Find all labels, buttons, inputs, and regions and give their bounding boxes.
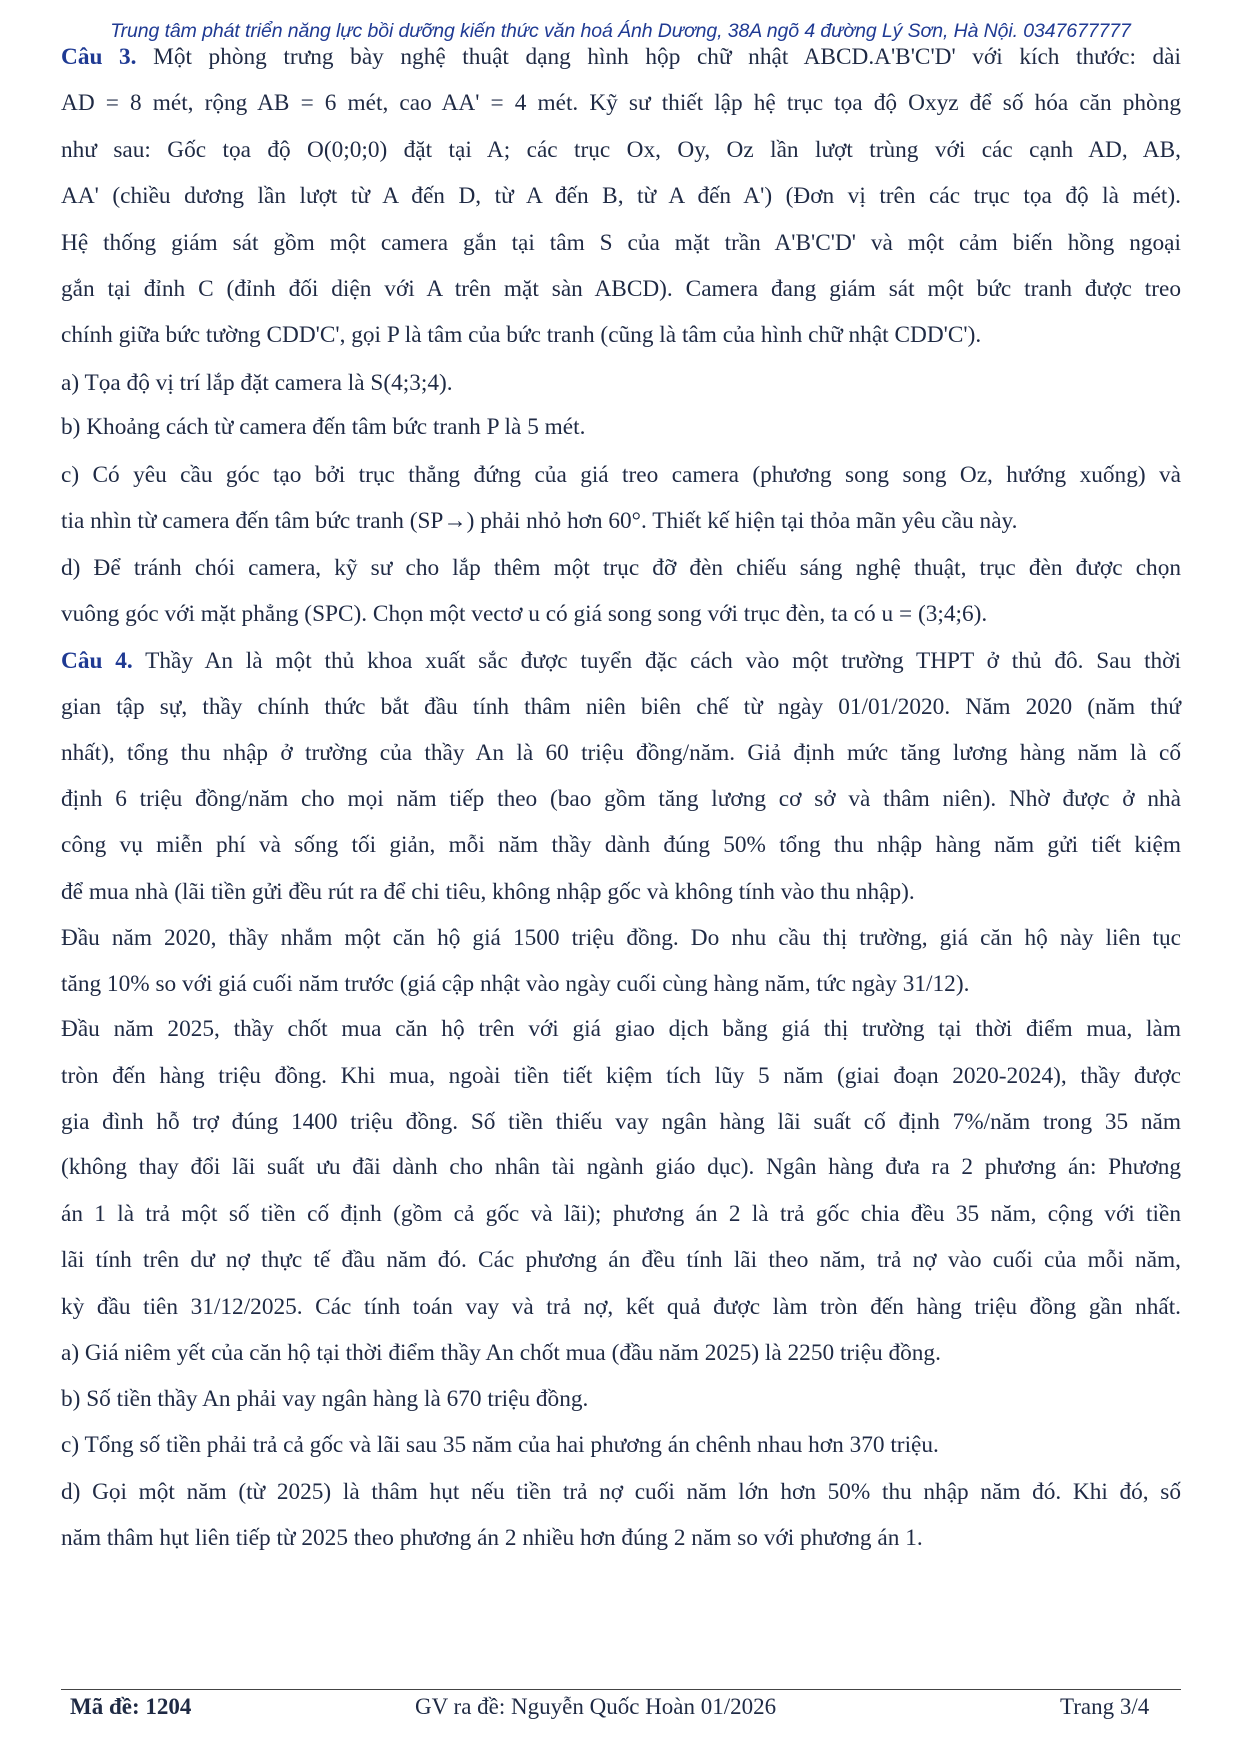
line-text: a) Giá niêm yết của căn hộ tại thời điểm thầy An chốt mua (đầu năm 2025) là 2250 triệu đồng. — [61, 1340, 941, 1366]
line-text: năm thâm hụt liên tiếp từ 2025 theo phương án 2 nhiều hơn đúng 2 năm so với phương án 1. — [61, 1525, 923, 1551]
line-text: Đầu năm 2020, thầy nhắm một căn hộ giá 1500 triệu đồng. Do nhu cầu thị trường, giá căn hộ này liên tục — [61, 925, 1181, 951]
text-line — [61, 1340, 1181, 1367]
line-text: Hệ thống giám sát gồm một camera gắn tại tâm S của mặt trần A'B'C'D' và một cảm biến hồng ngoại — [61, 230, 1181, 256]
line-text: nhất), tổng thu nhập ở trường của thầy An là 60 triệu đồng/năm. Giả định mức tăng lương hàng năm là cố — [61, 740, 1181, 766]
line-text: kỳ đầu tiên 31/12/2025. Các tính toán vay và trả nợ, kết quả được làm tròn đến hàng triệu đồng gần nhất. — [61, 1294, 1181, 1320]
text-line — [61, 137, 1181, 164]
line-text: gắn tại đỉnh C (đỉnh đối diện với A trên mặt sàn ABCD). Camera đang giám sát một bức tranh được treo — [61, 276, 1181, 302]
text-line — [61, 832, 1181, 859]
page-number: Trang 3/4 — [1060, 1694, 1150, 1719]
line-text: Một phòng trưng bày nghệ thuật dạng hình hộp chữ nhật ABCD.A'B'C'D' với kích thước: dài — [136, 44, 1181, 70]
text-line — [61, 1063, 1181, 1090]
text-line — [61, 462, 1181, 489]
line-text: vuông góc với mặt phẳng (SPC). Chọn một vectơ u có giá song song với trục đèn, ta có u = (3;4;6). — [61, 601, 988, 627]
line-text: Đầu năm 2025, thầy chốt mua căn hộ trên với giá giao dịch bằng giá thị trường tại thời điểm mua, làm — [61, 1016, 1181, 1042]
text-line — [61, 90, 1181, 117]
text-line — [61, 694, 1181, 721]
line-text: án 1 là trả một số tiền cố định (gồm cả gốc và lãi); phương án 2 là trả gốc chia đều 35 năm, cộng với tiền — [61, 1201, 1181, 1227]
text-line — [61, 508, 1181, 535]
text-line — [61, 1386, 1181, 1413]
text-line — [61, 1432, 1181, 1459]
text-line — [61, 925, 1181, 952]
line-text: (không thay đổi lãi suất ưu đãi dành cho nhân tài ngành giáo dục). Ngân hàng đưa ra 2 phương án: Phương — [61, 1154, 1181, 1180]
text-line — [61, 44, 1181, 71]
text-line — [61, 555, 1181, 582]
text-line — [61, 1109, 1181, 1136]
exam-code: Mã đề: 1204 — [70, 1694, 192, 1719]
line-text: AA' (chiều dương lần lượt từ A đến D, từ A đến B, từ A đến A') (Đơn vị trên các trục tọa độ là mét). — [61, 183, 1181, 209]
question-label: Câu 3. — [61, 44, 137, 70]
center-header: Trung tâm phát triển năng lực bồi dưỡng kiến thức văn hoá Ánh Dương, 38A ngõ 4 đường Lý Sơn, Hà Nội. 0347677777 — [110, 20, 1131, 42]
text-line — [61, 648, 1181, 675]
line-text: lãi tính trên dư nợ thực tế đầu năm đó. Các phương án đều tính lãi theo năm, trả nợ vào cuối của mỗi năm, — [61, 1247, 1181, 1273]
text-line — [61, 740, 1181, 767]
footer-divider — [61, 1689, 1181, 1690]
line-text: chính giữa bức tường CDD'C', gọi P là tâm của bức tranh (cũng là tâm của hình chữ nhật CDD'C'). — [61, 322, 982, 348]
line-text: d) Gọi một năm (từ 2025) là thâm hụt nếu tiền trả nợ cuối năm lớn hơn 50% thu nhập năm đó. Khi đó, số — [61, 1479, 1181, 1505]
line-text: Thầy An là một thủ khoa xuất sắc được tuyển đặc cách vào một trường THPT ở thủ đô. Sau thời — [132, 648, 1181, 674]
text-line — [61, 183, 1181, 210]
text-line — [61, 230, 1181, 257]
text-line — [61, 601, 1181, 628]
author-date: GV ra đề: Nguyễn Quốc Hoàn 01/2026 — [415, 1694, 777, 1719]
line-text: gia đình hỗ trợ đúng 1400 triệu đồng. Số tiền thiếu vay ngân hàng lãi suất cố định 7%/năm trong 35 năm — [61, 1109, 1181, 1135]
line-text: c) Có yêu cầu góc tạo bởi trục thẳng đứng của giá treo camera (phương song song Oz, hướng xuống) và — [61, 462, 1181, 488]
line-text: định 6 triệu đồng/năm cho mọi năm tiếp theo (bao gồm tăng lương cơ sở và thâm niên). Nhờ được ở nhà — [61, 786, 1181, 812]
text-line — [61, 1525, 1181, 1552]
text-line — [61, 1201, 1181, 1228]
line-text: tia nhìn từ camera đến tâm bức tranh (SP→) phải nhỏ hơn 60°. Thiết kế hiện tại thỏa mãn yêu cầu này. — [61, 508, 1018, 534]
text-line — [61, 276, 1181, 303]
text-line — [61, 1154, 1181, 1181]
line-text: AD = 8 mét, rộng AB = 6 mét, cao AA' = 4 mét. Kỹ sư thiết lập hệ trục tọa độ Oxyz để số hóa căn phòng — [61, 90, 1181, 116]
text-line — [61, 971, 1181, 998]
line-text: b) Số tiền thầy An phải vay ngân hàng là 670 triệu đồng. — [61, 1386, 589, 1412]
line-text: c) Tổng số tiền phải trả cả gốc và lãi sau 35 năm của hai phương án chênh nhau hơn 370 triệu. — [61, 1432, 939, 1458]
text-line — [61, 879, 1181, 906]
line-text: công vụ miễn phí và sống tối giản, mỗi năm thầy dành đúng 50% tổng thu nhập hàng năm gửi tiết kiệm — [61, 832, 1181, 858]
line-text: d) Để tránh chói camera, kỹ sư cho lắp thêm một trục đỡ đèn chiếu sáng nghệ thuật, trục đèn được chọn — [61, 555, 1181, 581]
text-line — [61, 1479, 1181, 1506]
text-line — [61, 1294, 1181, 1321]
line-text: b) Khoảng cách từ camera đến tâm bức tranh P là 5 mét. — [61, 414, 586, 440]
text-line — [61, 370, 1181, 397]
line-text: tăng 10% so với giá cuối năm trước (giá cập nhật vào ngày cuối cùng hàng năm, tức ngày 31/12). — [61, 971, 970, 997]
text-line — [61, 1247, 1181, 1274]
text-line — [61, 322, 1181, 349]
text-line — [61, 786, 1181, 813]
line-text: tròn đến hàng triệu đồng. Khi mua, ngoài tiền tiết kiệm tích lũy 5 năm (giai đoạn 2020-2024), thầy được — [61, 1063, 1181, 1089]
line-text: gian tập sự, thầy chính thức bắt đầu tính thâm niên biên chế từ ngày 01/01/2020. Năm 2020 (năm thứ — [61, 694, 1181, 720]
line-text: để mua nhà (lãi tiền gửi đều rút ra để chi tiêu, không nhập gốc và không tính vào thu nhập). — [61, 879, 915, 905]
line-text: như sau: Gốc tọa độ O(0;0;0) đặt tại A; các trục Ox, Oy, Oz lần lượt trùng với các cạnh AD, AB, — [61, 137, 1181, 163]
text-line — [61, 1016, 1181, 1043]
line-text: a) Tọa độ vị trí lắp đặt camera là S(4;3;4). — [61, 370, 453, 396]
text-line — [61, 414, 1181, 441]
question-label: Câu 4. — [61, 648, 133, 674]
